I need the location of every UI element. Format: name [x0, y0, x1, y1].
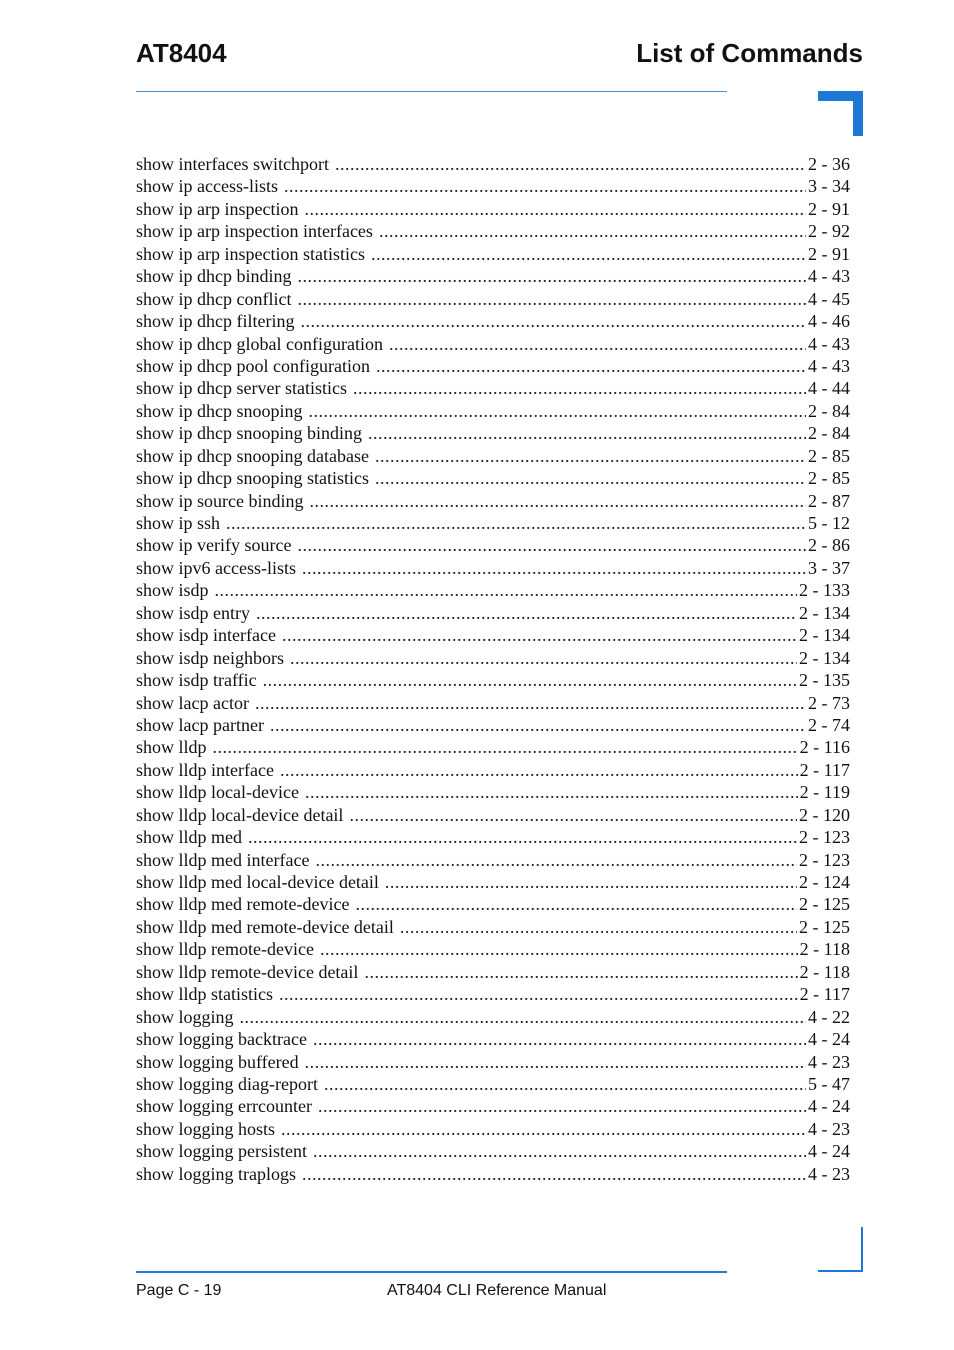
page-number: Page C - 19 [136, 1282, 222, 1299]
entry-page-ref: 4 - 24 [808, 1096, 850, 1117]
entry-page-ref: 2 - 134 [799, 647, 850, 668]
index-entry [136, 198, 850, 220]
entry-command: show lldp med remote-device detail [136, 916, 394, 937]
index-entry [136, 961, 850, 983]
entry-command: show lldp statistics [136, 984, 274, 1005]
dot-leader [255, 692, 806, 714]
index-entry [136, 983, 850, 1005]
index-entry [136, 1140, 850, 1162]
entry-command: show logging persistent [136, 1141, 307, 1162]
index-entry [136, 871, 850, 893]
dot-leader [290, 647, 797, 669]
entry-command: show lldp remote-device [136, 939, 314, 960]
index-entry [136, 422, 850, 444]
index-entry [136, 759, 850, 781]
dot-leader [379, 220, 806, 242]
entry-command: show logging buffered [136, 1051, 299, 1072]
index-entry [136, 490, 850, 512]
dot-leader [297, 534, 806, 556]
index-entry [136, 310, 850, 332]
index-entry [136, 377, 850, 399]
entry-command: show ip dhcp binding [136, 266, 292, 287]
entry-page-ref: 2 - 92 [808, 221, 850, 242]
entry-page-ref: 5 - 12 [808, 513, 850, 533]
entry-page-ref: 2 - 120 [799, 804, 850, 825]
dot-leader [240, 1006, 806, 1028]
manual-title: AT8404 CLI Reference Manual [387, 1282, 607, 1299]
index-entry [136, 736, 850, 758]
entry-command: show isdp [136, 580, 209, 601]
index-entry [136, 333, 850, 355]
dot-leader [279, 983, 798, 1005]
entry-page-ref: 2 - 84 [808, 400, 850, 421]
entry-page-ref: 2 - 85 [808, 468, 850, 489]
entry-page-ref: 2 - 118 [799, 961, 850, 982]
index-entry [136, 1118, 850, 1140]
footer-rule [136, 1271, 727, 1273]
index-entry [136, 781, 850, 803]
entry-command: show lldp med [136, 827, 242, 848]
entry-command: show ip source binding [136, 490, 304, 511]
index-entry [136, 1006, 850, 1028]
entry-command: show lldp local-device [136, 782, 299, 803]
index-entry [136, 1073, 850, 1095]
entry-page-ref: 4 - 43 [808, 333, 850, 354]
entry-page-ref: 2 - 134 [799, 602, 850, 623]
dot-leader [375, 467, 806, 489]
dot-leader [313, 1140, 806, 1162]
entry-page-ref: 5 - 47 [808, 1073, 850, 1094]
dot-leader [213, 736, 798, 758]
dot-leader [248, 826, 797, 848]
dot-leader [280, 759, 798, 781]
index-entry [136, 916, 850, 938]
entry-command: show lldp local-device detail [136, 804, 344, 825]
entry-page-ref: 2 - 91 [808, 243, 850, 264]
dot-leader [256, 602, 797, 624]
entry-page-ref: 4 - 45 [808, 288, 850, 309]
command-index-list [136, 153, 850, 1185]
dot-leader [281, 1118, 806, 1140]
entry-command: show ipv6 access-lists [136, 557, 296, 578]
entry-command: show ip dhcp snooping statistics [136, 468, 369, 489]
entry-page-ref: 3 - 34 [808, 176, 850, 197]
index-entry [136, 602, 850, 624]
index-entry [136, 355, 850, 377]
dot-leader [375, 445, 806, 467]
entry-command: show logging diag-report [136, 1073, 318, 1094]
entry-page-ref: 2 - 118 [799, 939, 850, 960]
entry-page-ref: 2 - 91 [808, 198, 850, 219]
dot-leader [304, 198, 806, 220]
index-entry [136, 1095, 850, 1117]
entry-command: show ip access-lists [136, 176, 278, 197]
index-entry [136, 534, 850, 556]
index-entry [136, 265, 850, 287]
entry-page-ref: 2 - 124 [799, 872, 850, 892]
entry-page-ref: 4 - 24 [808, 1141, 850, 1162]
index-entry [136, 624, 850, 646]
entry-page-ref: 2 - 84 [808, 423, 850, 444]
entry-page-ref: 2 - 36 [808, 154, 850, 174]
product-title: AT8404 [136, 38, 227, 68]
entry-page-ref: 2 - 119 [799, 782, 850, 803]
entry-page-ref: 4 - 46 [808, 311, 850, 332]
entry-command: show isdp traffic [136, 670, 257, 691]
entry-page-ref: 4 - 44 [808, 378, 850, 399]
dot-leader [368, 422, 806, 444]
entry-page-ref: 2 - 117 [799, 984, 850, 1005]
entry-command: show ip dhcp server statistics [136, 378, 347, 399]
index-entry [136, 400, 850, 422]
entry-page-ref: 3 - 37 [808, 557, 850, 578]
index-entry [136, 288, 850, 310]
index-entry [136, 220, 850, 242]
entry-page-ref: 2 - 123 [799, 849, 850, 870]
entry-page-ref: 4 - 43 [808, 355, 850, 376]
entry-page-ref: 2 - 125 [799, 894, 850, 915]
index-entry [136, 1163, 850, 1185]
entry-command: show ip arp inspection [136, 198, 299, 219]
entry-command: show ip arp inspection statistics [136, 243, 365, 264]
entry-command: show isdp entry [136, 602, 250, 623]
header-rule [136, 91, 727, 92]
entry-command: show ip dhcp snooping binding [136, 423, 363, 444]
dot-leader [313, 1028, 806, 1050]
dot-leader [389, 333, 806, 355]
index-entry [136, 804, 850, 826]
dot-leader [318, 1095, 806, 1117]
entry-command: show interfaces switchport [136, 154, 329, 174]
index-entry [136, 467, 850, 489]
entry-command: show logging backtrace [136, 1029, 307, 1050]
index-entry [136, 1051, 850, 1073]
footer-corner-bracket [818, 1227, 863, 1272]
index-entry [136, 557, 850, 579]
entry-command: show logging errcounter [136, 1096, 312, 1117]
entry-page-ref: 2 - 116 [799, 737, 850, 758]
entry-command: show ip dhcp conflict [136, 288, 292, 309]
index-entry [136, 647, 850, 669]
entry-command: show lldp remote-device detail [136, 961, 359, 982]
dot-leader [385, 871, 797, 893]
entry-page-ref: 4 - 23 [808, 1118, 850, 1139]
entry-command: show isdp neighbors [136, 647, 284, 668]
entry-page-ref: 2 - 74 [808, 714, 850, 735]
entry-command: show ip verify source [136, 535, 292, 556]
dot-leader [355, 893, 797, 915]
dot-leader [320, 938, 798, 960]
entry-command: show lldp med remote-device [136, 894, 350, 915]
index-entry [136, 692, 850, 714]
entry-command: show ip dhcp pool configuration [136, 355, 370, 376]
entry-page-ref: 4 - 22 [808, 1006, 850, 1027]
entry-page-ref: 2 - 117 [799, 759, 850, 780]
index-entry [136, 826, 850, 848]
section-title: List of Commands [636, 38, 863, 68]
dot-leader [324, 1073, 806, 1095]
dot-leader [282, 624, 797, 646]
dot-leader [298, 265, 807, 287]
index-entry [136, 243, 850, 265]
dot-leader [353, 377, 806, 399]
index-entry [136, 714, 850, 736]
dot-leader [364, 961, 797, 983]
entry-page-ref: 2 - 123 [799, 827, 850, 848]
entry-page-ref: 2 - 73 [808, 692, 850, 713]
entry-command: show lacp partner [136, 714, 264, 735]
dot-leader [302, 1163, 806, 1185]
entry-page-ref: 4 - 24 [808, 1029, 850, 1050]
dot-leader [263, 669, 797, 691]
entry-page-ref: 2 - 133 [799, 580, 850, 601]
dot-leader [226, 512, 806, 534]
entry-page-ref: 2 - 125 [799, 916, 850, 937]
index-entry [136, 938, 850, 960]
dot-leader [335, 153, 806, 175]
dot-leader [284, 175, 806, 197]
index-entry [136, 1028, 850, 1050]
entry-command: show lldp med local-device detail [136, 872, 379, 892]
dot-leader [309, 400, 807, 422]
entry-page-ref: 4 - 23 [808, 1051, 850, 1072]
entry-command: show ip dhcp snooping [136, 400, 303, 421]
index-entry [136, 893, 850, 915]
dot-leader [349, 804, 797, 826]
dot-leader [305, 1051, 806, 1073]
dot-leader [270, 714, 806, 736]
dot-leader [300, 310, 806, 332]
entry-command: show logging [136, 1006, 234, 1027]
entry-command: show logging hosts [136, 1118, 276, 1139]
header-corner-bracket [818, 91, 863, 136]
index-entry [136, 512, 850, 534]
entry-command: show lldp interface [136, 759, 274, 780]
dot-leader [315, 849, 797, 871]
entry-page-ref: 2 - 85 [808, 445, 850, 466]
dot-leader [297, 288, 806, 310]
entry-command: show ip dhcp global configuration [136, 333, 383, 354]
entry-command: show isdp interface [136, 625, 276, 646]
dot-leader [376, 355, 806, 377]
entry-command: show lacp actor [136, 692, 249, 713]
dot-leader [305, 781, 798, 803]
entry-command: show ip dhcp filtering [136, 311, 295, 332]
entry-page-ref: 2 - 87 [808, 490, 850, 511]
index-entry [136, 669, 850, 691]
entry-page-ref: 4 - 43 [808, 266, 850, 287]
dot-leader [371, 243, 806, 265]
entry-command: show ip arp inspection interfaces [136, 221, 373, 242]
dot-leader [215, 579, 797, 601]
entry-command: show lldp [136, 737, 207, 758]
dot-leader [309, 490, 806, 512]
index-entry [136, 849, 850, 871]
index-entry [136, 175, 850, 197]
entry-page-ref: 2 - 86 [808, 535, 850, 556]
index-entry [136, 445, 850, 467]
entry-page-ref: 2 - 135 [799, 670, 850, 691]
entry-page-ref: 2 - 134 [799, 625, 850, 646]
dot-leader [302, 557, 806, 579]
entry-command: show ip ssh [136, 513, 221, 533]
index-entry [136, 579, 850, 601]
entry-command: show ip dhcp snooping database [136, 445, 369, 466]
entry-command: show lldp med interface [136, 849, 310, 870]
entry-page-ref: 4 - 23 [808, 1163, 850, 1184]
index-entry [136, 153, 850, 175]
dot-leader [400, 916, 797, 938]
entry-command: show logging traplogs [136, 1163, 296, 1184]
